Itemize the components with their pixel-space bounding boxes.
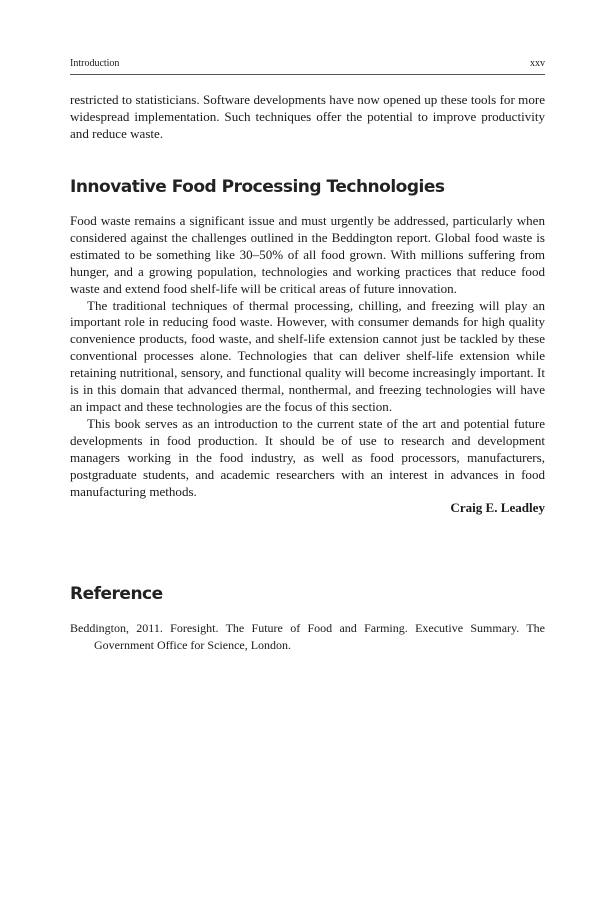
chapter-title: Introduction: [70, 58, 120, 69]
paragraph: Food waste remains a significant issue and must urgently be addressed, particularly when considered against the challenges outlined in the Beddington report. Global food waste is estimated to be something like 30–50% of all food grown. With millions suffering from hunger, and a growing population, technologies and working practices that reduce food waste and extend food shelf-life will be critical areas of future innovation.: [70, 213, 545, 296]
author-signature: Craig E. Leadley: [450, 500, 545, 516]
section-heading-innovative: Innovative Food Processing Technologies: [70, 177, 445, 197]
continued-text-block: [70, 92, 545, 143]
reference-list: [70, 620, 545, 653]
running-head: [70, 58, 545, 70]
section-body-innovative: [70, 213, 545, 517]
page-number: xxv: [530, 58, 545, 69]
reference-entry: Beddington, 2011. Foresight. The Future of Food and Farming. Executive Summary. The Government Office for Science, London.: [70, 621, 545, 652]
header-rule: [70, 74, 545, 75]
continued-paragraph: restricted to statisticians. Software developments have now opened up these tools for more widespread implementation. Such techniques offer the potential to improve productivity and reduce waste.: [70, 92, 545, 141]
paragraph: This book serves as an introduction to the current state of the art and potential future developments in food production. It should be of use to research and development managers working in the food industry, as well as food processors, manufacturers, postgraduate students, and academic researchers with an interest in advances in food manufacturing methods.: [70, 415, 545, 499]
section-heading-reference: Reference: [70, 584, 163, 604]
paragraph: The traditional techniques of thermal processing, chilling, and freezing will play an important role in reducing food waste. However, with consumer demands for high quality convenience products, food waste, and shelf-life extension cannot just be tackled by these conventional processes alone. Technologies that can deliver shelf-life extension while retaining nutritional, sensory, and functional quality will become increasingly important. It is in this domain that advanced thermal, nonthermal, and freezing technologies will have an impact and these technologies are the focus of this section.: [70, 297, 545, 414]
